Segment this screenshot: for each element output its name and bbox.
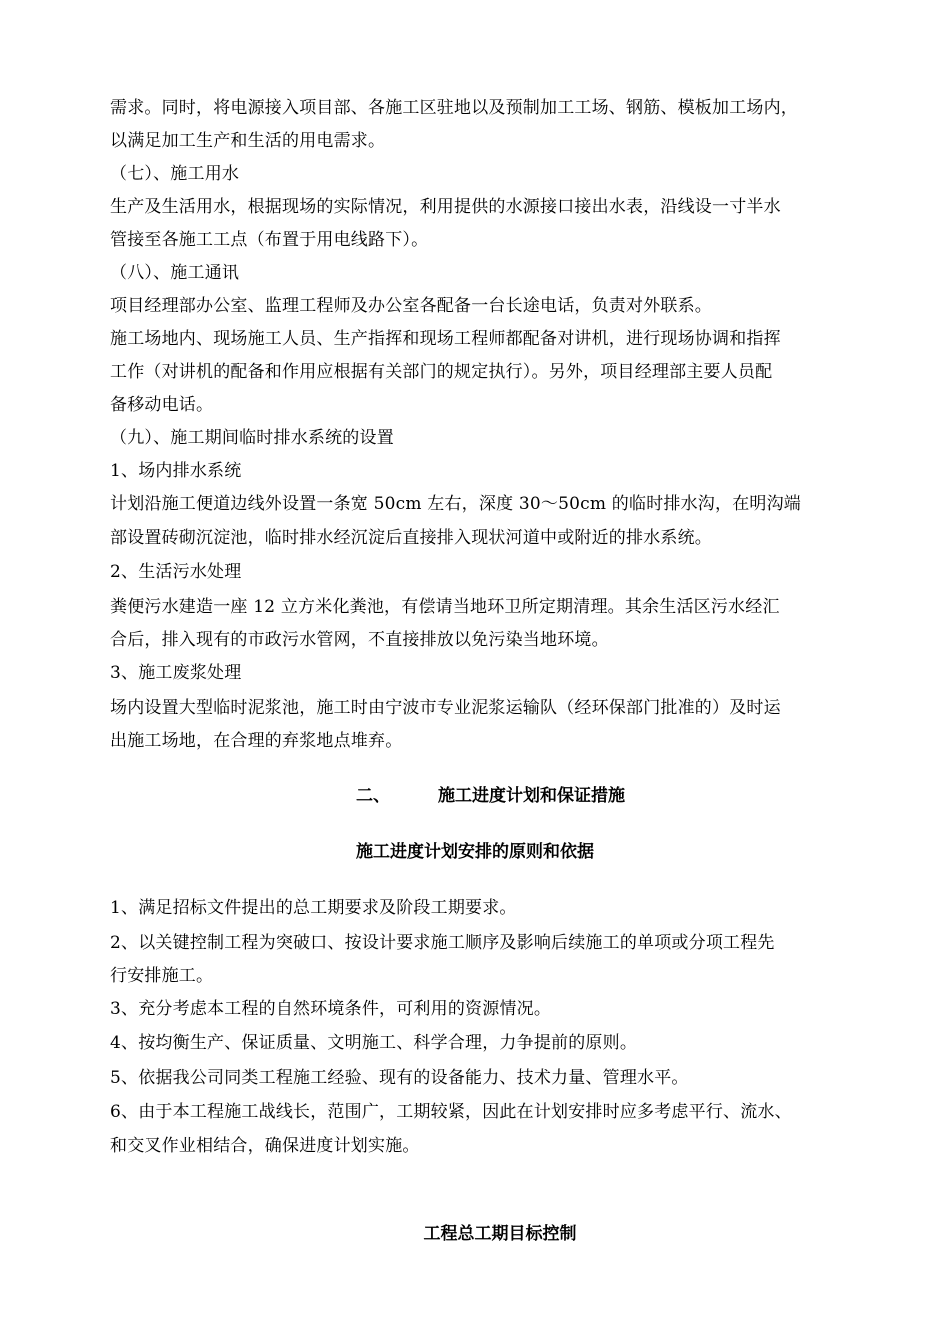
list-item: 6、由于本工程施工战线长，范围广，工期较紧，因此在计划安排时应多考虑平行、流水、 [110, 1102, 792, 1122]
final-heading: 工程总工期目标控制 [423, 1224, 577, 1244]
text-line: 合后，排入现有的市政污水管网，不直接排放以免污染当地环境。 [110, 630, 609, 650]
text-line: 施工场地内、现场施工人员、生产指挥和现场工程师都配备对讲机，进行现场协调和指挥 [110, 329, 781, 349]
list-item: 4、按均衡生产、保证质量、文明施工、科学合理，力争提前的原则。 [110, 1033, 638, 1053]
text-line: 管接至各施工工点（布置于用电线路下）。 [110, 230, 429, 250]
list-heading: 1、场内排水系统 [110, 461, 242, 481]
list-item: 1、满足招标文件提出的总工期要求及阶段工期要求。 [110, 898, 517, 918]
text-line: 需求。同时，将电源接入项目部、各施工区驻地以及预制加工工场、钢筋、模板加工场内， [110, 98, 798, 118]
subsection-heading: （八）、施工通讯 [110, 263, 240, 283]
list-heading: 3、施工废浆处理 [110, 663, 242, 683]
section-number: 二、 [356, 786, 390, 806]
section-subtitle: 施工进度计划安排的原则和依据 [356, 842, 594, 862]
list-item: 5、依据我公司同类工程施工经验、现有的设备能力、技术力量、管理水平。 [110, 1068, 689, 1088]
text-line: 场内设置大型临时泥浆池，施工时由宁波市专业泥浆运输队（经环保部门批准的）及时运 [110, 698, 781, 718]
text-line: 备移动电话。 [110, 395, 214, 415]
text-line: 项目经理部办公室、监理工程师及办公室各配备一台长途电话，负责对外联系。 [110, 296, 712, 316]
section-title: 施工进度计划和保证措施 [438, 786, 625, 806]
list-item: 和交叉作业相结合，确保进度计划实施。 [110, 1136, 420, 1156]
text-line: 以满足加工生产和生活的用电需求。 [110, 131, 386, 151]
text-line: 粪便污水建造一座 12 立方米化粪池，有偿请当地环卫所定期清理。其余生活区污水经汇 [110, 597, 780, 617]
text-line: 工作（对讲机的配备和作用应根据有关部门的规定执行）。另外，项目经理部主要人员配 [110, 362, 773, 382]
subsection-heading: （九）、施工期间临时排水系统的设置 [110, 428, 394, 448]
text-line: 生产及生活用水，根据现场的实际情况，利用提供的水源接口接出水表，沿线设一寸半水 [110, 197, 781, 217]
text-line: 计划沿施工便道边线外设置一条宽 50cm 左右，深度 30～50cm 的临时排水沟，在明沟端 [110, 494, 801, 514]
text-line: 部设置砖砌沉淀池，临时排水经沉淀后直接排入现状河道中或附近的排水系统。 [110, 528, 712, 548]
text-line: 出施工场地，在合理的弃浆地点堆弃。 [110, 731, 403, 751]
list-item: 行安排施工。 [110, 966, 214, 986]
subsection-heading: （七）、施工用水 [110, 164, 240, 184]
list-item: 2、以关键控制工程为突破口、按设计要求施工顺序及影响后续施工的单项或分项工程先 [110, 933, 775, 953]
list-item: 3、充分考虑本工程的自然环境条件，可利用的资源情况。 [110, 999, 552, 1019]
list-heading: 2、生活污水处理 [110, 562, 242, 582]
